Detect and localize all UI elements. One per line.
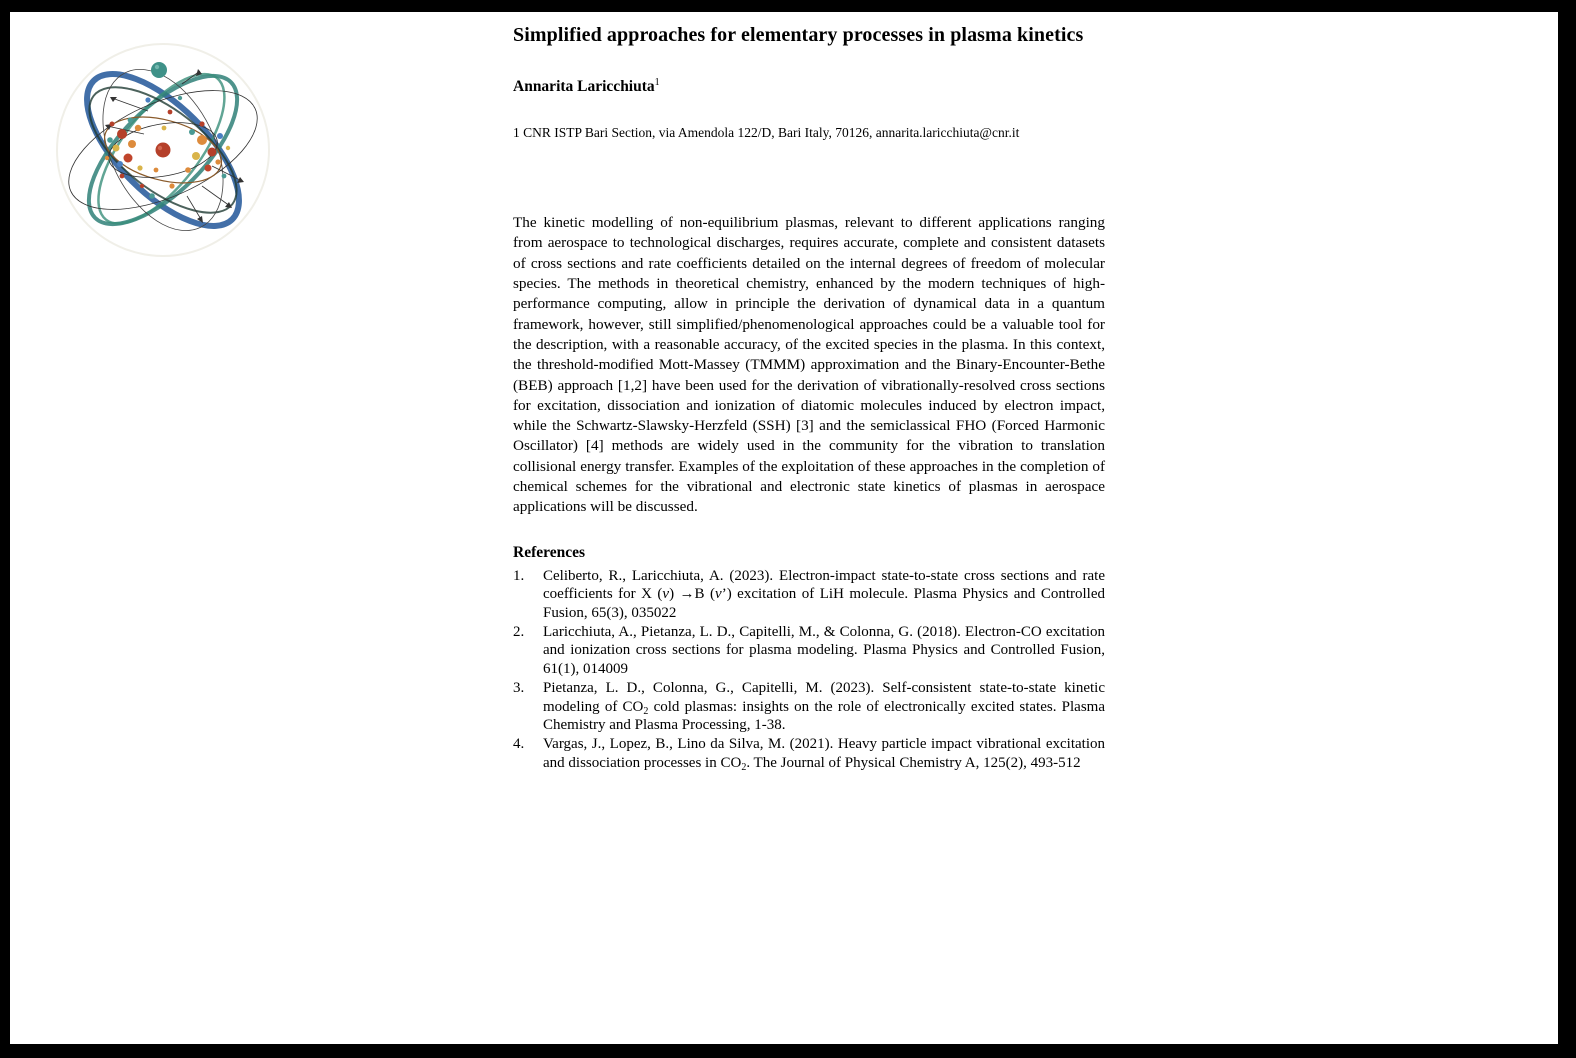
author-name: Annarita Laricchiuta bbox=[513, 78, 655, 96]
reference-text: Celiberto, R., Laricchiuta, A. (2023). Electron-impact state-to-state cross sections and rate coefficients for X (v) →B (v’) excitation of LiH molecule. Plasma Physics and Controlled Fusion, 65(3), 035022 bbox=[543, 567, 1105, 622]
reference-text: Pietanza, L. D., Colonna, G., Capitelli, M. (2023). Self-consistent state-to-state kinetic modeling of $CO_2$ cold plasmas: insights on the role of electronically excited states. Plasma Chemistry and Plasma Processing, 1-38. bbox=[543, 679, 1105, 734]
paper-content bbox=[513, 22, 1105, 772]
reference-number: 1. bbox=[513, 567, 525, 584]
reference-item bbox=[513, 679, 1105, 735]
author-line bbox=[513, 73, 1105, 96]
references-list bbox=[513, 567, 1105, 773]
reference-item bbox=[513, 735, 1105, 772]
paper-title: Simplified approaches for elementary processes in plasma kinetics bbox=[513, 24, 1084, 46]
reference-text: Laricchiuta, A., Pietanza, L. D., Capitelli, M., & Colonna, G. (2018). Electron-CO excitation and ionization cross sections for plasma modeling. Plasma Physics and Controlled Fusion, 61(1), 014009 bbox=[543, 623, 1105, 678]
document-page bbox=[10, 12, 1558, 1044]
reference-number: 4. bbox=[513, 735, 525, 752]
reference-text: Vargas, J., Lopez, B., Lino da Silva, M. (2021). Heavy particle impact vibrational excitation and dissociation processes in $CO_2$. The Journal of Physical Chemistry A, 125(2), 493-512 bbox=[543, 735, 1105, 773]
reference-item bbox=[513, 623, 1105, 679]
affiliation-line: 1 CNR ISTP Bari Section, via Amendola 122/D, Bari Italy, 70126, annarita.laricchiuta@cnr.it bbox=[513, 125, 1020, 141]
reference-number: 2. bbox=[513, 623, 525, 640]
atom-figure bbox=[52, 36, 274, 266]
author-superscript: 1 bbox=[654, 77, 660, 88]
reference-item bbox=[513, 567, 1105, 623]
reference-number: 3. bbox=[513, 679, 525, 696]
abstract-paragraph: The kinetic modelling of non-equilibrium plasmas, relevant to different applications ranging from aerospace to technological discharges, requires accurate, complete and consistent datasets of cross sections and rate coefficients detailed on the internal degrees of freedom of molecular species. The methods in theoretical chemistry, enhanced by the modern techniques of high-performance computing, allow in principle the derivation of dynamical data in a quantum framework, however, still simplified/phenomenological approaches could be a valuable tool for the description, with a reasonable accuracy, of the excited species in the plasma. In this context, the threshold-modified Mott-Massey (TMMM) approximation and the Binary-Encounter-Bethe (BEB) approach [1,2] have been used for the derivation of vibrationally-resolved cross sections for excitation, dissociation and ionization of diatomic molecules induced by electron impact, while the Schwartz-Slawsky-Herzfeld (SSH) [3] and the semiclassical FHO (Forced Harmonic Oscillator) [4] methods are widely used in the community for the vibration to translation collisional energy transfer. Examples of the exploitation of these approaches in the completion of chemical schemes for the vibrational and electronic state kinetics of plasmas in aerospace applications will be discussed. bbox=[513, 214, 1105, 516]
references-heading: References bbox=[513, 543, 586, 561]
atom-illustration-icon bbox=[52, 36, 274, 266]
